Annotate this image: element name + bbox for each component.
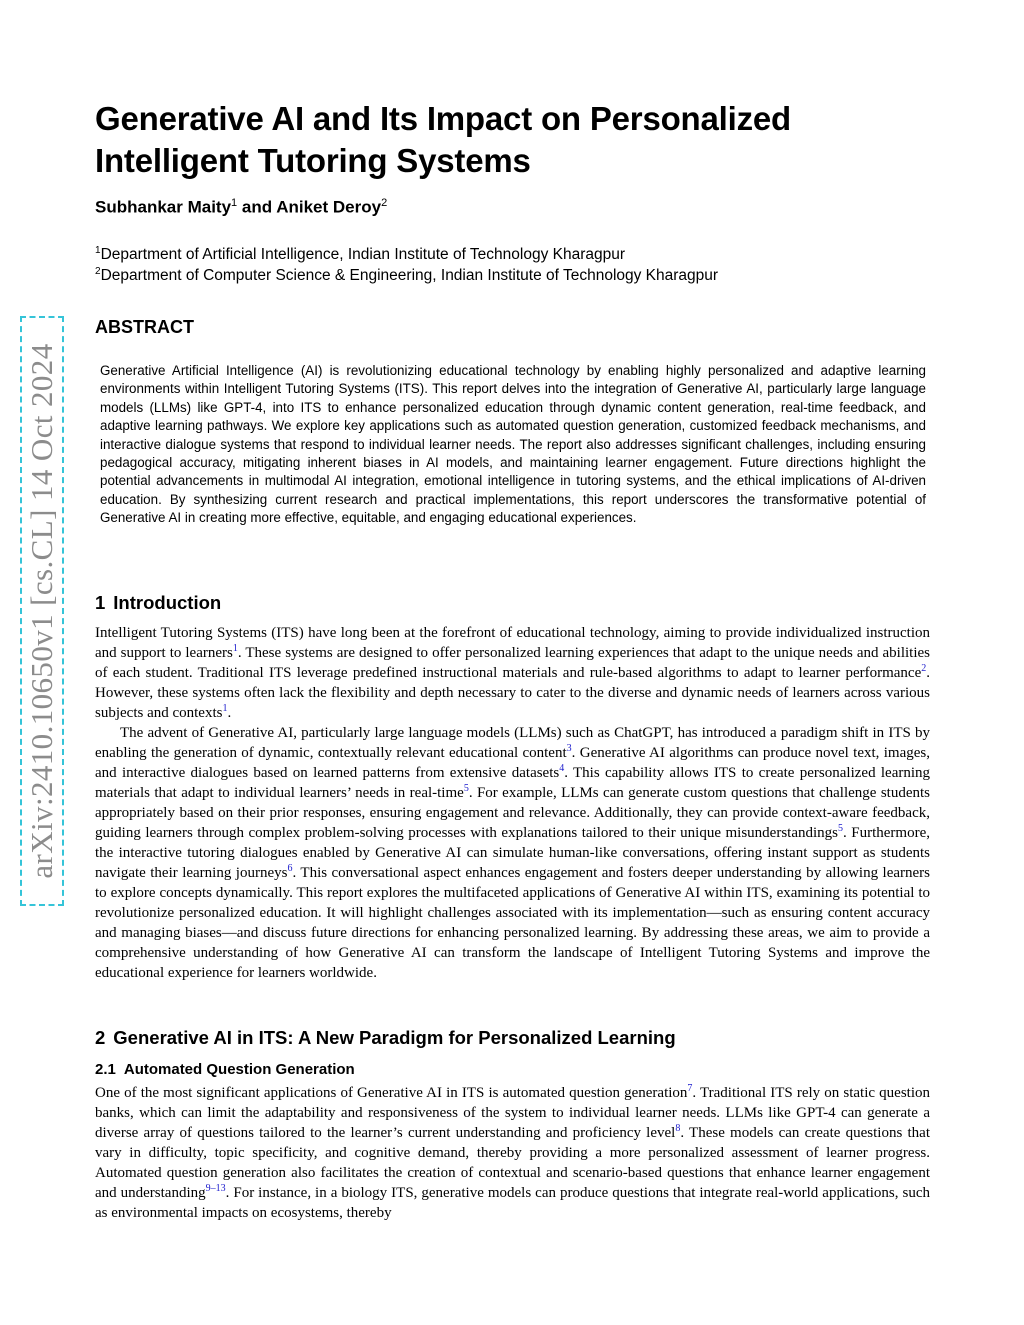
citation-link[interactable]: 3 (566, 743, 572, 754)
citation-link[interactable]: 9–13 (205, 1183, 226, 1194)
subsection-number: 2.1 (95, 1061, 116, 1078)
citation-link[interactable]: 7 (687, 1083, 693, 1094)
paragraph-text: . However, these systems often lack the flexibility and depth necessary to cater to the diverse and dynamic needs of learners across various subjects and contexts (95, 665, 930, 721)
subsection-heading-automated-question-generation (95, 1061, 355, 1078)
section-title: Generative AI in ITS: A New Paradigm for Personalized Learning (113, 1027, 676, 1048)
paragraph-text: . (227, 705, 232, 721)
abstract-text: Generative Artificial Intelligence (AI) is revolutionizing educational technology by enabling highly personalized and adaptive learning environments within Intelligent Tutoring Systems (ITS). This report delves into the integration of Generative AI, particularly large language models (LLMs) like GPT-4, into ITS to enhance personalized education through dynamic content generation, real-time feedback, and adaptive learning pathways. We explore key applications such as automated question generation, customized feedback mechanisms, and interactive dialogue systems that respond to individual learner needs. The report also addresses significant challenges, including ensuring pedagogical accuracy, mitigating inherent biases in AI models, and maintaining learner engagement. Future directions highlight the potential advancements in multimodal AI integration, emotional intelligence in tutoring systems, and the ethical implications of AI-driven education. By synthesizing current research and practical implementations, this report underscores the transformative potential of Generative AI in creating more effective, equitable, and engaging educational experiences. (100, 363, 926, 526)
arxiv-identifier-stamp[interactable] (20, 316, 64, 906)
paragraph-text: . Furthermore, the interactive tutoring dialogues enabled by Generative AI can simulate human-like conversations, offering instant support as students navigate their learning journeys (95, 825, 930, 881)
paragraph-text: The advent of Generative AI, particularly large language models (LLMs) such as ChatGPT, has introduced a paradigm shift in ITS by enabling the generation of dynamic, contextually relevant educational content (95, 725, 930, 761)
author-name: Aniket Deroy (276, 197, 382, 217)
citation-link[interactable]: 5 (838, 823, 844, 834)
affiliation-number: 2 (95, 266, 101, 277)
affiliation-text: Department of Computer Science & Engineering, Indian Institute of Technology Kharagpur (100, 267, 719, 285)
body-paragraph (95, 1083, 930, 1223)
paper-title: Generative AI and Its Impact on Personalized Intelligent Tutoring Systems (95, 100, 792, 179)
citation-link[interactable]: 6 (287, 863, 293, 874)
section-number: 2 (95, 1027, 106, 1048)
paragraph-text: . Generative AI algorithms can produce novel text, images, and interactive dialogues based on learned patterns from extensive datasets (95, 745, 931, 781)
affiliation-text: Department of Artificial Intelligence, Indian Institute of Technology Kharagpur (100, 246, 626, 264)
paragraph-text: Intelligent Tutoring Systems (ITS) have long been at the forefront of educational technology, aiming to provide individualized instruction and support to learners (95, 625, 930, 661)
paragraph-text: . Traditional ITS rely on static question banks, which can limit the adaptability and responsiveness of the system to individual learner needs. LLMs like GPT-4 can generate a diverse array of questions tailored to the learner’s current understanding and proficiency level (95, 1085, 930, 1141)
affiliation (95, 266, 718, 285)
paragraph-text: . For instance, in a biology ITS, generative models can produce questions that integrate real-world applications, such as environmental impacts on ecosystems, thereby (95, 1185, 930, 1221)
citation-link[interactable]: 1 (232, 643, 238, 654)
affiliation-number: 1 (95, 245, 101, 256)
paragraph-text: . This capability allows ITS to create personalized learning materials that adapt to individual learners’ needs in real-time (95, 765, 931, 801)
citation-link[interactable]: 4 (559, 763, 565, 774)
author-affil-mark: 1 (231, 197, 238, 209)
body-paragraph (95, 723, 930, 983)
citation-link[interactable]: 5 (463, 783, 469, 794)
paragraph-text: . This conversational aspect enhances engagement and fosters deeper understanding by allowing learners to explore concepts dynamically. This report explores the multifaceted applications of Generative AI within ITS, examining its potential to revolutionize personalized education. It will highlight challenges associated with its implementation—such as ensuring content accuracy and managing biases—and discuss future directions for enhancing personalized learning. By addressing these areas, we aim to provide a comprehensive understanding of how Generative AI can transform the landscape of Intelligent Tutoring Systems and improve the educational experience for learners worldwide. (95, 865, 930, 981)
paragraph-text: . For example, LLMs can generate custom questions that challenge students appropriately based on their prior responses, ensuring engagement and relevance. Additionally, they can provide context-aware feedback, guiding learners through complex problem-solving processes with explanations tailored to their unique misunderstandings (95, 785, 931, 841)
author-list (95, 197, 387, 218)
section-title: Introduction (113, 592, 222, 613)
author-separator: and (237, 197, 277, 217)
author-affil-mark: 2 (381, 197, 388, 209)
citation-link[interactable]: 2 (921, 663, 927, 674)
abstract-heading: ABSTRACT (95, 317, 194, 337)
section-heading-generative-ai-in-its (95, 1027, 676, 1049)
paragraph-text: . These systems are designed to offer personalized learning experiences that adapt to the unique needs and abilities of each student. Traditional ITS leverage predefined instructional materials and rule-based algorithms to adapt to learner performance (95, 645, 931, 681)
body-paragraph (95, 623, 930, 723)
paragraph-text: One of the most significant applications of Generative AI in ITS is automated question generation (95, 1085, 688, 1101)
subsection-title: Automated Question Generation (123, 1061, 355, 1078)
author-name: Subhankar Maity (95, 197, 232, 217)
paragraph-text: . These models can create questions that vary in difficulty, topic specificity, and cognitive demand, thereby providing a more personalized assessment of learner progress. Automated question generation also facilitates the creation of contextual and scenario-based questions that enhance learner engagement and understanding (95, 1125, 930, 1201)
section-number: 1 (95, 592, 106, 613)
citation-link[interactable]: 8 (675, 1123, 681, 1134)
arxiv-id-text: arXiv:2410.10650v1 [cs.CL] 14 Oct 2024 (24, 343, 59, 879)
affiliation (95, 245, 625, 264)
section-heading-introduction (95, 592, 221, 614)
citation-link[interactable]: 1 (222, 703, 228, 714)
